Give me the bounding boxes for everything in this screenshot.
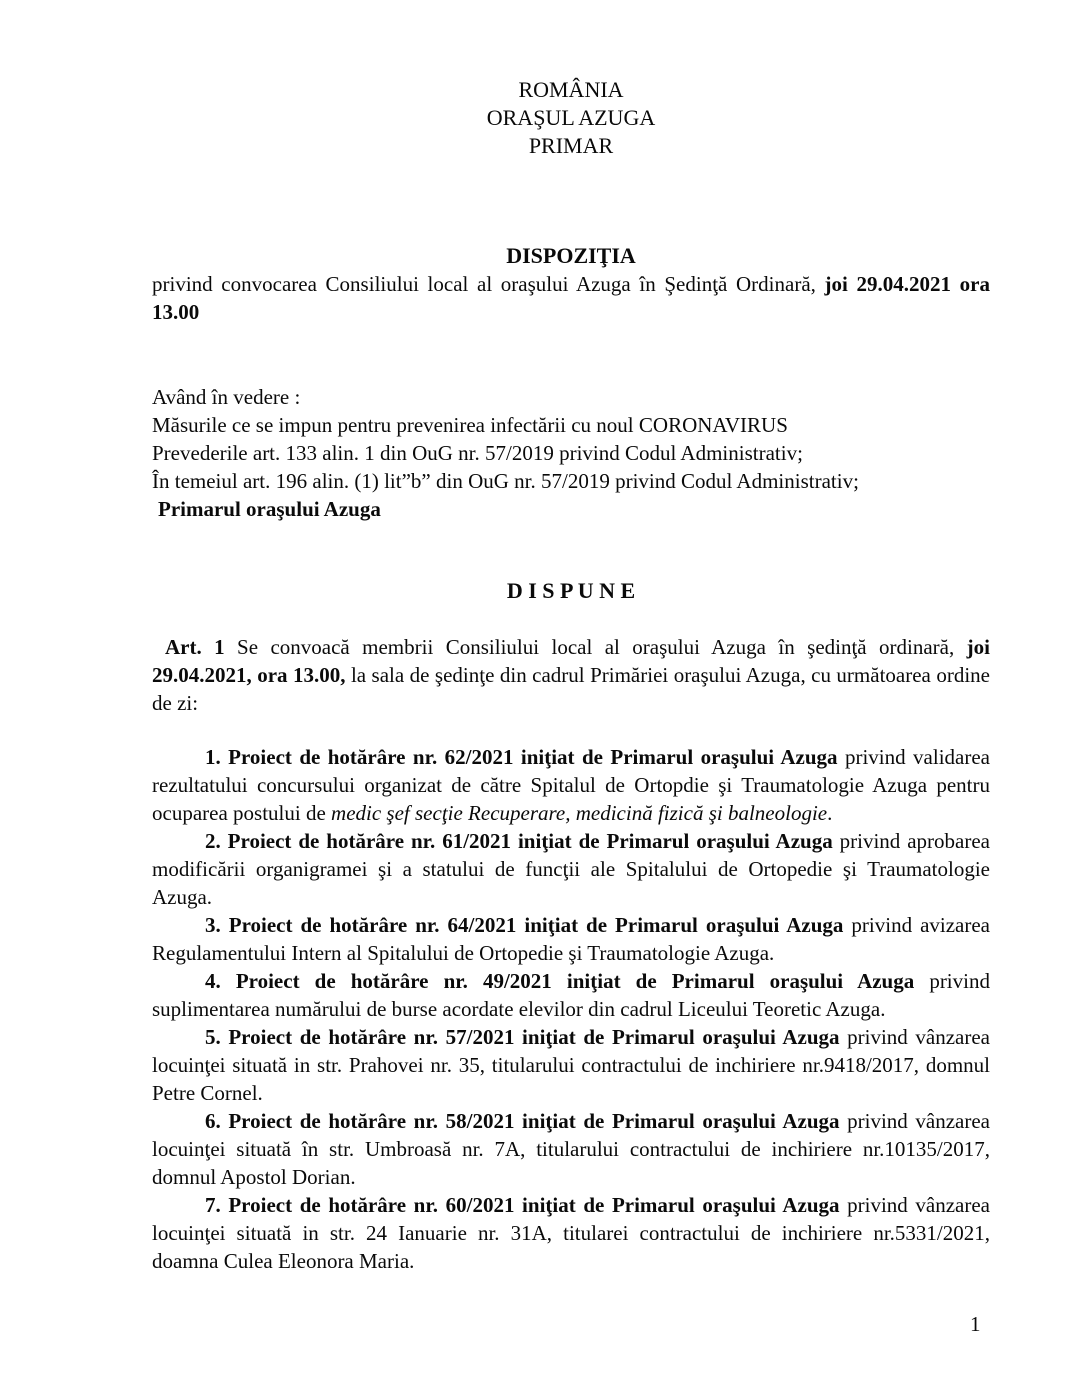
preamble-line-provisions: Prevederile art. 133 alin. 1 din OuG nr. 57/2019 privind Codul Administrativ; xyxy=(152,441,803,465)
header-country: ROMÂNIA xyxy=(518,77,624,102)
preamble-block xyxy=(152,383,990,523)
agenda-item-5-body: privind vânzarea locuinţei situată in str. Prahovei nr. 35, titularului contractului de inchiriere nr.9418/2017, domnul Petre Cornel. xyxy=(152,1025,990,1105)
dispune-heading: D I S P U N E xyxy=(506,578,636,603)
article-1-tail: la sala de şedinţe din cadrul Primăriei oraşului Azuga, cu următoarea ordine de zi: xyxy=(152,663,990,715)
subtitle-date: joi 29.04.2021 ora 13.00 xyxy=(152,272,990,324)
agenda-item-1-title: 1. Proiect de hotărâre nr. 62/2021 iniţiat de Primarul oraşului Azuga xyxy=(205,745,838,769)
agenda-item-3-title: 3. Proiect de hotărâre nr. 64/2021 iniţiat de Primarul oraşului Azuga xyxy=(205,913,844,937)
agenda-item-6-title: 6. Proiect de hotărâre nr. 58/2021 iniţiat de Primarul oraşului Azuga xyxy=(205,1109,840,1133)
article-1-date: joi 29.04.2021, ora 13.00, xyxy=(152,635,990,687)
agenda-item-1 xyxy=(152,743,990,827)
preamble-line-measures: Măsurile ce se impun pentru prevenirea infectării cu noul CORONAVIRUS xyxy=(152,413,788,437)
subtitle-text: privind convocarea Consiliului local al oraşului Azuga în Şedinţă Ordinară, xyxy=(152,272,825,296)
article-1-paragraph xyxy=(152,633,990,717)
document-title: DISPOZIŢIA xyxy=(506,243,636,268)
agenda-list xyxy=(152,743,990,1275)
title-block xyxy=(152,242,990,326)
agenda-item-7-title: 7. Proiect de hotărâre nr. 60/2021 iniţiat de Primarul oraşului Azuga xyxy=(205,1193,840,1217)
agenda-item-5 xyxy=(152,1023,990,1107)
agenda-item-7 xyxy=(152,1191,990,1275)
agenda-item-2-title: 2. Proiect de hotărâre nr. 61/2021 iniţiat de Primarul oraşului Azuga xyxy=(205,829,833,853)
preamble-line-legal-basis: În temeiul art. 196 alin. (1) lit”b” din OuG nr. 57/2019 privind Codul Administrativ; xyxy=(152,469,859,493)
preamble-issuer: Primarul oraşului Azuga xyxy=(158,497,381,521)
agenda-item-6-body: privind vânzarea locuinţei situată în str. Umbroasă nr. 7A, titularului contractului de inchiriere nr.10135/2017, domnul Apostol Dorian. xyxy=(152,1109,990,1189)
agenda-item-3-body: privind avizarea Regulamentului Intern al Spitalului de Ortopedie şi Traumatologie Azuga. xyxy=(152,913,990,965)
page-number: 1 xyxy=(970,1312,981,1336)
agenda-item-6 xyxy=(152,1107,990,1191)
preamble-intro: Având în vedere : xyxy=(152,385,301,409)
agenda-item-4 xyxy=(152,967,990,1023)
header-city: ORAŞUL AZUGA xyxy=(486,105,656,130)
agenda-item-7-body: privind vânzarea locuinţei situată in str. 24 Ianuarie nr. 31A, titularei contractului de inchiriere nr.5331/2021, doamna Culea Eleonora Maria. xyxy=(152,1193,990,1273)
document-subtitle xyxy=(152,270,990,326)
agenda-item-1-tail: . xyxy=(827,801,833,825)
article-1-body: Se convoacă membrii Consiliului local al oraşului Azuga în şedinţă ordinară, xyxy=(224,635,967,659)
agenda-item-2 xyxy=(152,827,990,911)
agenda-item-3 xyxy=(152,911,990,967)
agenda-item-1-position: medic şef secţie Recuperare, medicină fizică şi balneologie xyxy=(331,801,828,825)
agenda-item-5-title: 5. Proiect de hotărâre nr. 57/2021 iniţiat de Primarul oraşului Azuga xyxy=(205,1025,840,1049)
agenda-item-4-title: 4. Proiect de hotărâre nr. 49/2021 iniţiat de Primarul oraşului Azuga xyxy=(205,969,915,993)
agenda-item-2-body: privind aprobarea modificării organigramei şi a statului de funcţii ale Spitalului de Ortopedie şi Traumatologie Azuga. xyxy=(152,829,990,909)
document-header xyxy=(152,76,990,160)
agenda-item-1-body: privind validarea rezultatului concursului organizat de către Spitalul de Ortopdie şi Traumatologie Azuga pentru ocuparea postului de xyxy=(152,745,990,825)
article-1-label: Art. 1 xyxy=(165,635,225,659)
agenda-item-4-body: privind suplimentarea numărului de burse acordate elevilor din cadrul Liceului Teoretic Azuga. xyxy=(152,969,990,1021)
header-office: PRIMAR xyxy=(528,133,614,158)
